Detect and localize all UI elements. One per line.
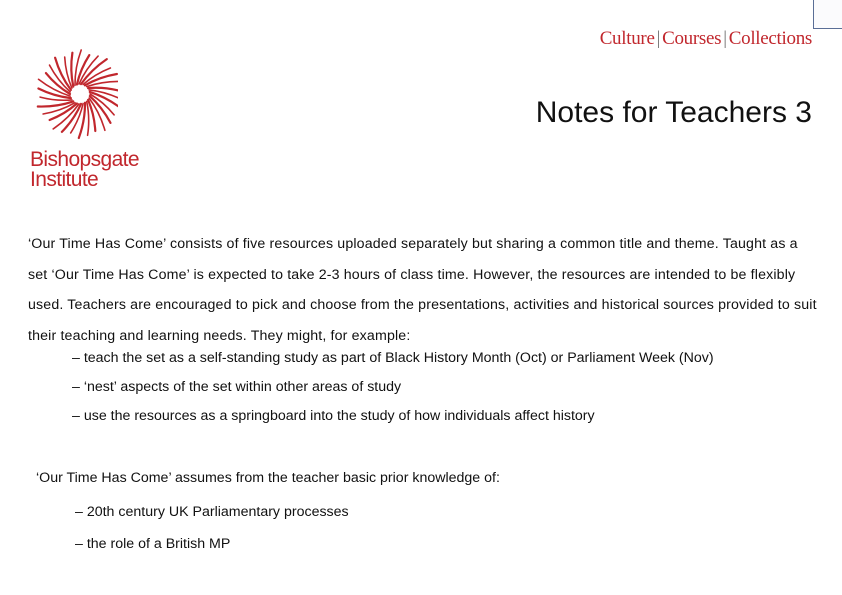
logo-line-1: Bishopsgate (30, 148, 139, 171)
list-item: – use the resources as a springboard into the study of how individuals affect history (72, 408, 595, 424)
logo-line-2: Institute (30, 168, 99, 191)
intro-paragraph: ‘Our Time Has Come’ consists of five resources uploaded separately but sharing a common title and theme. Taught as a set ‘Our Time Has Come’ is expected to take 2-3 hours of class time. However, the resources are intended to be flexibly used. Teachers are encouraged to pick and choose from the presentations, activities and historical sources provided to suit their teaching and learning needs. They might, for example: (28, 236, 817, 344)
list-item: – the role of a British MP (75, 536, 231, 552)
nav-item-collections[interactable]: Collections (728, 28, 812, 49)
nav-separator: | (656, 28, 661, 49)
list-item: – teach the set as a self-standing study as part of Black History Month (Oct) or Parliament Week (Nov) (72, 350, 714, 366)
nav-separator: | (723, 28, 727, 49)
corner-frame (813, 0, 842, 29)
nav-item-culture[interactable]: Culture (599, 28, 655, 49)
list-item: – 20th century UK Parliamentary processes (75, 504, 349, 520)
header-nav (600, 28, 812, 50)
knowledge-list (75, 498, 349, 562)
swirl-stroke (71, 53, 73, 87)
swirl-stroke (87, 101, 89, 135)
logo-wordmark (30, 150, 139, 190)
bishopsgate-logo (28, 26, 139, 196)
list-item: – ‘nest’ aspects of the set within other areas of study (72, 379, 402, 395)
nav-item-courses[interactable]: Courses (662, 28, 722, 49)
knowledge-intro: ‘Our Time Has Come’ assumes from the teacher basic prior knowledge of: (36, 470, 500, 486)
page-title: Notes for Teachers 3 (535, 96, 812, 129)
uses-list (72, 344, 812, 431)
intro-section (28, 229, 818, 351)
swirl-logo-icon (28, 26, 118, 156)
